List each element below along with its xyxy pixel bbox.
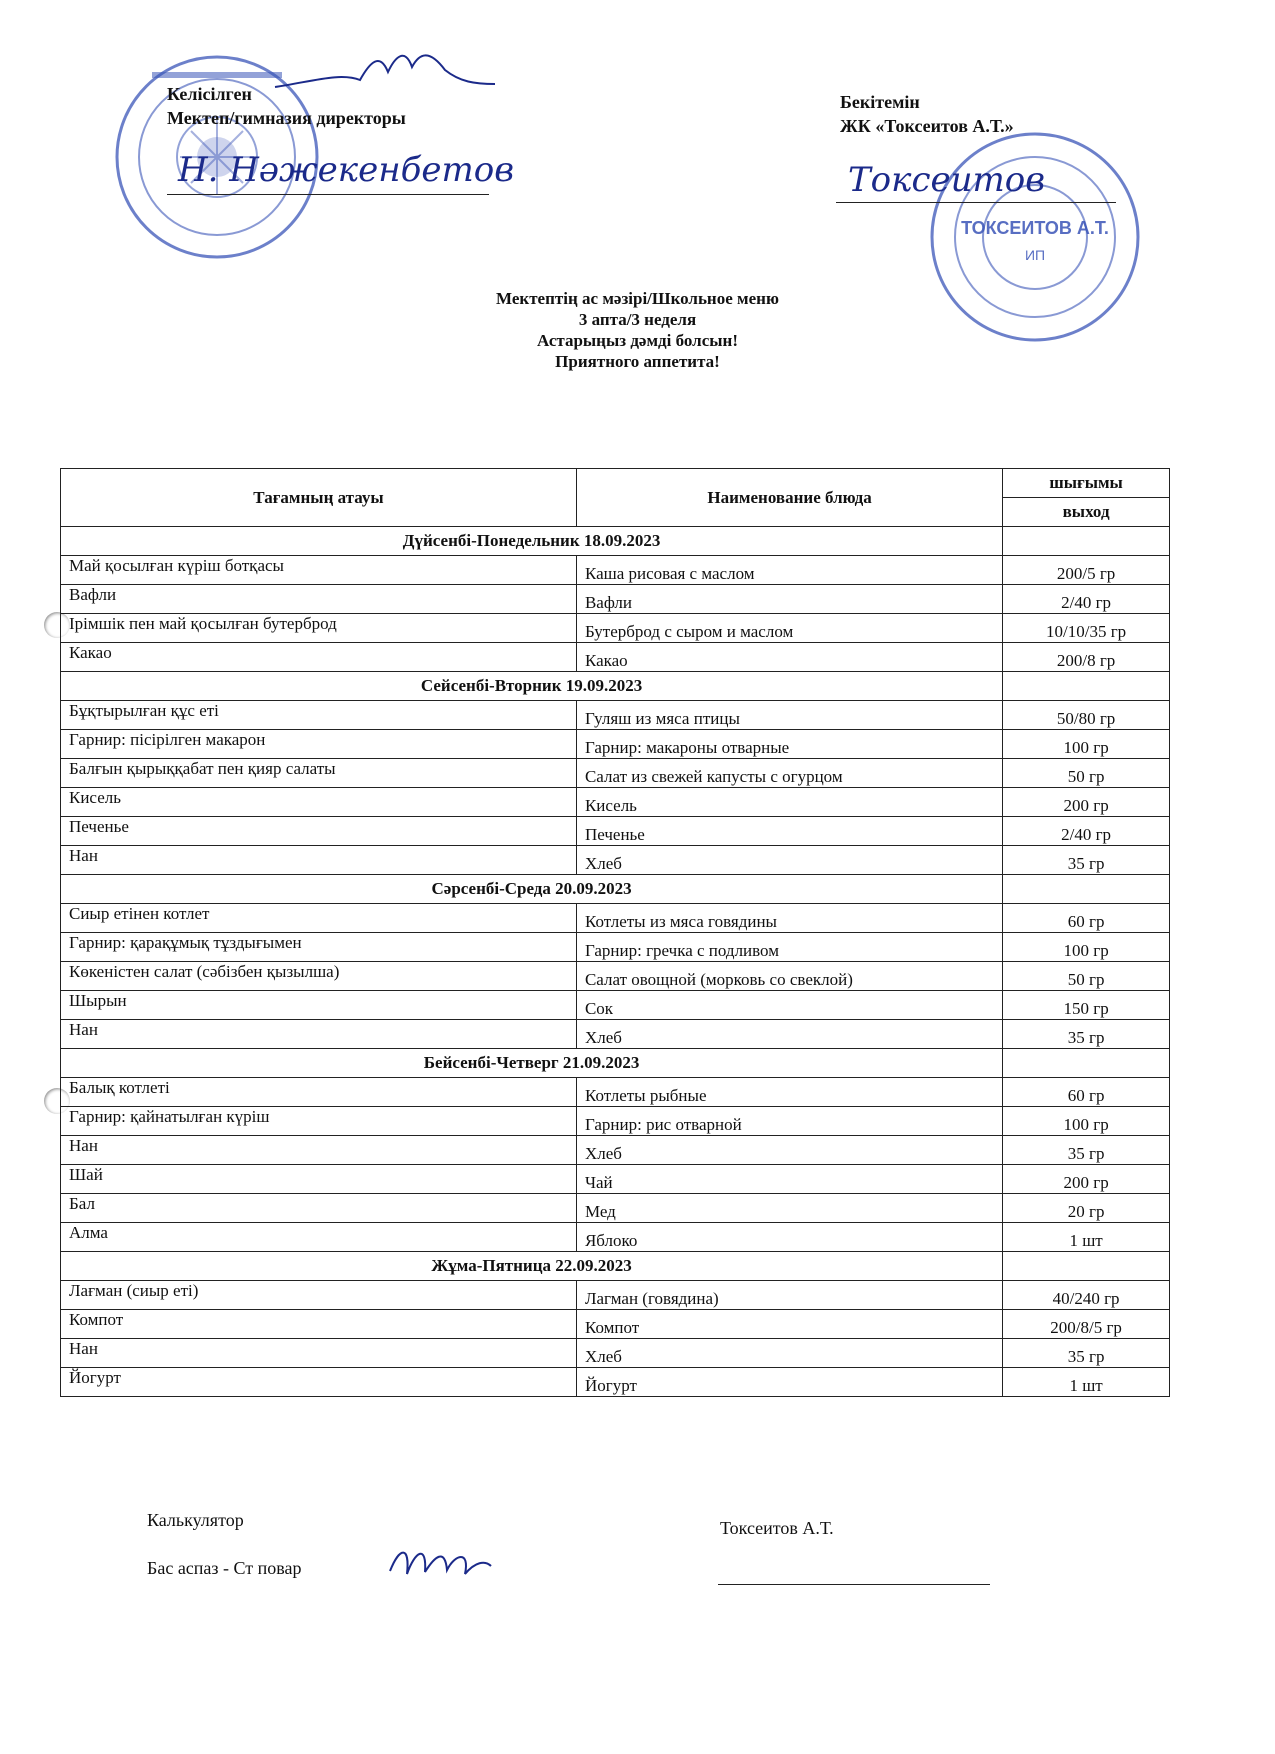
- dish-kz: Печенье: [61, 817, 577, 846]
- dish-kz: Шырын: [61, 991, 577, 1020]
- dish-out: 35 гр: [1003, 1136, 1170, 1165]
- dish-out: 50 гр: [1003, 962, 1170, 991]
- dish-kz: Алма: [61, 1223, 577, 1252]
- dish-out: 60 гр: [1003, 1078, 1170, 1107]
- table-row: [61, 730, 1170, 759]
- footer-calculator: Калькулятор: [147, 1510, 244, 1530]
- menu-greeting-kz: Астарыңыз дәмді болсын!: [537, 331, 738, 350]
- dish-out: 35 гр: [1003, 1339, 1170, 1368]
- day-out-empty: [1003, 527, 1170, 556]
- day-name: Сейсенбі-Вторник 19.09.2023: [61, 672, 1003, 701]
- dish-kz: Нан: [61, 846, 577, 875]
- table-row: [61, 846, 1170, 875]
- approval-right: [840, 90, 1014, 138]
- dish-out: 200 гр: [1003, 788, 1170, 817]
- stamp-name: ТОКСЕИТОВ А.Т.: [961, 218, 1109, 238]
- dish-out: 200/5 гр: [1003, 556, 1170, 585]
- dish-out: 2/40 гр: [1003, 585, 1170, 614]
- dish-kz: Нан: [61, 1339, 577, 1368]
- footer-chef: Бас аспаз - Ст повар: [147, 1558, 302, 1578]
- menu-greeting-ru: Приятного аппетита!: [555, 352, 720, 371]
- day-row: [61, 672, 1170, 701]
- dish-ru: Гуляш из мяса птицы: [576, 701, 1002, 730]
- dish-out: 2/40 гр: [1003, 817, 1170, 846]
- day-row: [61, 527, 1170, 556]
- dish-kz: Шай: [61, 1165, 577, 1194]
- menu-title-block: [0, 288, 1275, 372]
- dish-ru: Салат из свежей капусты с огурцом: [576, 759, 1002, 788]
- dish-ru: Яблоко: [576, 1223, 1002, 1252]
- dish-ru: Какао: [576, 643, 1002, 672]
- dish-out: 100 гр: [1003, 1107, 1170, 1136]
- dish-out: 100 гр: [1003, 933, 1170, 962]
- dish-kz: Компот: [61, 1310, 577, 1339]
- footer-signature-line: [718, 1584, 990, 1585]
- dish-ru: Котлеты из мяса говядины: [576, 904, 1002, 933]
- menu-title: Мектептің ас мәзірі/Школьное меню: [496, 289, 779, 308]
- table-row: [61, 1020, 1170, 1049]
- dish-kz: Балғын қырыққабат пен қияр салаты: [61, 759, 577, 788]
- table-row: [61, 788, 1170, 817]
- table-header-row: [61, 469, 1170, 498]
- dish-out: 35 гр: [1003, 1020, 1170, 1049]
- dish-kz: Көкеністен салат (сәбізбен қызылша): [61, 962, 577, 991]
- dish-ru: Котлеты рыбные: [576, 1078, 1002, 1107]
- dish-out: 20 гр: [1003, 1194, 1170, 1223]
- table-row: [61, 1165, 1170, 1194]
- day-out-empty: [1003, 1049, 1170, 1078]
- dish-ru: Хлеб: [576, 846, 1002, 875]
- dish-ru: Гарнир: рис отварной: [576, 1107, 1002, 1136]
- dish-out: 10/10/35 гр: [1003, 614, 1170, 643]
- dish-kz: Гарнир: қарақұмық тұздығымен: [61, 933, 577, 962]
- dish-out: 200 гр: [1003, 1165, 1170, 1194]
- dish-out: 50 гр: [1003, 759, 1170, 788]
- header-out-ru: выход: [1003, 498, 1170, 527]
- dish-kz: Нан: [61, 1136, 577, 1165]
- table-row: [61, 1339, 1170, 1368]
- dish-ru: Йогурт: [576, 1368, 1002, 1397]
- table-row: [61, 1078, 1170, 1107]
- dish-kz: Бал: [61, 1194, 577, 1223]
- dish-kz: Гарнир: қайнатылған күріш: [61, 1107, 577, 1136]
- approver-handwritten-name: Токсеитов: [848, 160, 1046, 200]
- dish-ru: Сок: [576, 991, 1002, 1020]
- table-row: [61, 556, 1170, 585]
- day-name: Сәрсенбі-Среда 20.09.2023: [61, 875, 1003, 904]
- dish-ru: Кисель: [576, 788, 1002, 817]
- day-name: Бейсенбі-Четверг 21.09.2023: [61, 1049, 1003, 1078]
- dish-out: 150 гр: [1003, 991, 1170, 1020]
- day-name: Дүйсенбі-Понедельник 18.09.2023: [61, 527, 1003, 556]
- dish-kz: Вафли: [61, 585, 577, 614]
- table-row: [61, 1368, 1170, 1397]
- dish-kz: Май қосылған күріш ботқасы: [61, 556, 577, 585]
- dish-out: 100 гр: [1003, 730, 1170, 759]
- dish-ru: Вафли: [576, 585, 1002, 614]
- table-row: [61, 962, 1170, 991]
- director-signature-line: [167, 194, 489, 195]
- dish-kz: Гарнир: пісірілген макарон: [61, 730, 577, 759]
- day-out-empty: [1003, 672, 1170, 701]
- table-row: [61, 933, 1170, 962]
- director-signature: [270, 42, 500, 102]
- footer-right-name: Токсеитов А.Т.: [720, 1518, 834, 1538]
- table-row: [61, 1194, 1170, 1223]
- dish-out: 50/80 гр: [1003, 701, 1170, 730]
- dish-kz: Сиыр етінен котлет: [61, 904, 577, 933]
- dish-kz: Бұқтырылған құс еті: [61, 701, 577, 730]
- dish-kz: Какао: [61, 643, 577, 672]
- dish-ru: Гарнир: гречка с подливом: [576, 933, 1002, 962]
- stamp-type: ИП: [1024, 247, 1046, 263]
- table-row: [61, 1281, 1170, 1310]
- table-row: [61, 1310, 1170, 1339]
- table-row: [61, 817, 1170, 846]
- approval-left-position: Мектеп/гимназия директоры: [167, 108, 406, 128]
- table-row: [61, 643, 1170, 672]
- dish-ru: Мед: [576, 1194, 1002, 1223]
- dish-ru: Хлеб: [576, 1339, 1002, 1368]
- director-handwritten-name: Н. Нәжекенбетов: [178, 150, 514, 190]
- chef-signature: [385, 1536, 495, 1586]
- approver-signature-line: [836, 202, 1116, 203]
- dish-out: 60 гр: [1003, 904, 1170, 933]
- dish-out: 1 шт: [1003, 1223, 1170, 1252]
- dish-ru: Лагман (говядина): [576, 1281, 1002, 1310]
- approval-right-org: ЖК «Токсеитов А.Т.»: [840, 116, 1014, 136]
- table-row: [61, 991, 1170, 1020]
- approval-left-title: Келісілген: [167, 84, 252, 104]
- dish-kz: Лағман (сиыр еті): [61, 1281, 577, 1310]
- day-name: Жұма-Пятница 22.09.2023: [61, 1252, 1003, 1281]
- approval-right-title: Бекітемін: [840, 92, 920, 112]
- dish-kz: Кисель: [61, 788, 577, 817]
- dish-ru: Чай: [576, 1165, 1002, 1194]
- day-out-empty: [1003, 875, 1170, 904]
- dish-ru: Хлеб: [576, 1136, 1002, 1165]
- header-out-kz: шығымы: [1003, 469, 1170, 498]
- dish-ru: Хлеб: [576, 1020, 1002, 1049]
- header-ru: Наименование блюда: [576, 469, 1002, 527]
- dish-out: 200/8 гр: [1003, 643, 1170, 672]
- dish-kz: Йогурт: [61, 1368, 577, 1397]
- table-row: [61, 759, 1170, 788]
- dish-out: 40/240 гр: [1003, 1281, 1170, 1310]
- dish-ru: Печенье: [576, 817, 1002, 846]
- day-row: [61, 1049, 1170, 1078]
- dish-ru: Компот: [576, 1310, 1002, 1339]
- day-row: [61, 875, 1170, 904]
- table-row: [61, 585, 1170, 614]
- dish-ru: Каша рисовая с маслом: [576, 556, 1002, 585]
- table-row: [61, 701, 1170, 730]
- dish-kz: Балық котлеті: [61, 1078, 577, 1107]
- header-kz: Тағамның атауы: [61, 469, 577, 527]
- table-row: [61, 1136, 1170, 1165]
- table-row: [61, 1223, 1170, 1252]
- dish-ru: Гарнир: макароны отварные: [576, 730, 1002, 759]
- dish-out: 1 шт: [1003, 1368, 1170, 1397]
- table-row: [61, 1107, 1170, 1136]
- table-row: [61, 614, 1170, 643]
- dish-ru: Салат овощной (морковь со свеклой): [576, 962, 1002, 991]
- dish-ru: Бутерброд с сыром и маслом: [576, 614, 1002, 643]
- dish-out: 35 гр: [1003, 846, 1170, 875]
- day-out-empty: [1003, 1252, 1170, 1281]
- menu-week: 3 апта/3 неделя: [578, 310, 697, 329]
- day-row: [61, 1252, 1170, 1281]
- dish-kz: Ірімшік пен май қосылған бутерброд: [61, 614, 577, 643]
- table-row: [61, 904, 1170, 933]
- menu-table: [60, 468, 1170, 1397]
- dish-kz: Нан: [61, 1020, 577, 1049]
- dish-out: 200/8/5 гр: [1003, 1310, 1170, 1339]
